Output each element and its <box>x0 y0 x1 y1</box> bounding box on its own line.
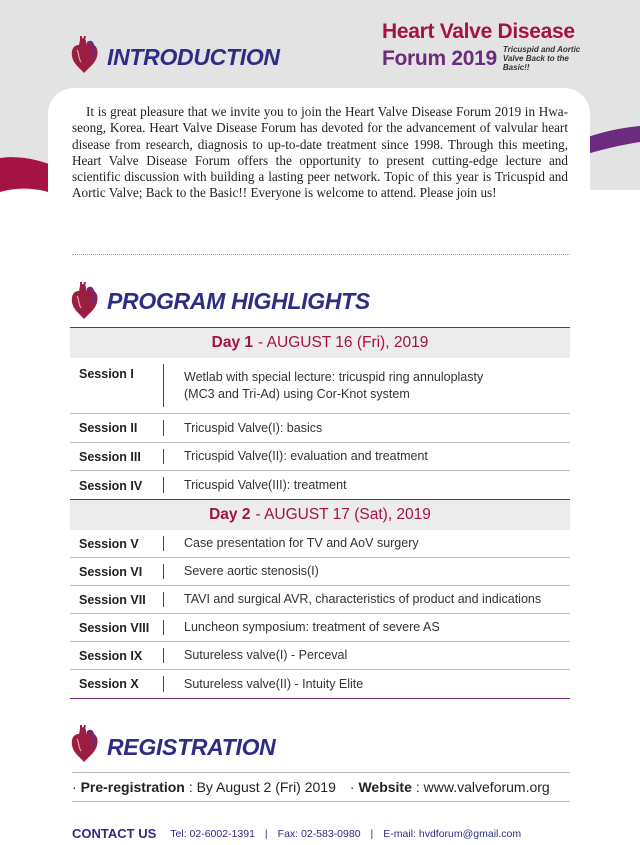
session-separator <box>158 471 172 499</box>
session-description: Tricuspid Valve(III): treatment <box>184 477 347 492</box>
session-row <box>70 414 570 443</box>
session-separator <box>158 670 172 698</box>
session-name: Session III <box>70 443 158 471</box>
session-row <box>70 642 570 670</box>
heart-icon <box>70 725 100 763</box>
contact-fax: Fax: 02-583-0980 <box>277 827 361 840</box>
session-name: Session IV <box>79 478 143 493</box>
session-name: Session X <box>79 677 139 691</box>
session-name: Session I <box>70 358 158 414</box>
day-label: Day 1 <box>211 334 254 351</box>
session-name: Session VI <box>70 558 158 586</box>
heart-icon <box>70 282 100 320</box>
session-desc-line2: (MC3 and Tri-Ad) using Cor-Knot system <box>184 386 410 401</box>
session-description: Luncheon symposium: treatment of severe AS <box>184 620 440 634</box>
program-heading: PROGRAM HIGHLIGHTS <box>107 288 370 314</box>
session-separator <box>158 443 172 470</box>
session-row <box>70 670 570 699</box>
session-separator <box>158 642 172 669</box>
day-header <box>70 327 570 358</box>
tagline-line1: Tricuspid and Aortic <box>502 45 581 54</box>
session-row <box>70 443 570 471</box>
bullet: · <box>349 779 359 795</box>
contact-bar <box>72 826 570 841</box>
forum-title-line2: Forum 2019 <box>382 46 497 70</box>
forum-title-line1: Heart Valve Disease <box>382 20 575 43</box>
contact-tel: Tel: 02-6002-1391 <box>170 827 255 840</box>
forum-title-block <box>382 20 582 72</box>
bullet: · <box>72 779 81 795</box>
registration-heading: REGISTRATION <box>107 734 276 760</box>
session-row <box>70 471 570 499</box>
registration-info <box>72 772 570 802</box>
heart-icon <box>70 36 100 74</box>
session-row <box>70 530 570 558</box>
day-header <box>70 499 570 530</box>
session-separator <box>158 558 172 585</box>
session-description: Severe aortic stenosis(I) <box>184 564 319 578</box>
preregistration-value: : By August 2 (Fri) 2019 <box>188 779 336 795</box>
session-row <box>70 358 570 414</box>
divider <box>72 254 570 255</box>
day-label: Day 2 <box>209 506 251 523</box>
introduction-heading: INTRODUCTION <box>107 44 280 70</box>
contact-label: CONTACT US <box>72 826 157 841</box>
preregistration-item <box>72 779 336 795</box>
introduction-body: It is great pleasure that we invite you to join the Heart Valve Disease Forum 2019 in Hwa-seong, Korea. Heart Valve Disease Forum has devoted for the advancement of valvular heart disease from research, diagnosis to up-to-date treatment since 1998. Through this meeting, Heart Valve Disease Forum offers the opportunity to present cutting-edge lecture and scientific discussion with building a lasting peer network. Topic of this year is Tricuspid and Aortic Valve; Back to the Basic!! Everyone is welcome to attend. Please join us! <box>72 104 568 201</box>
session-description <box>172 369 570 403</box>
session-name: Session II <box>70 414 158 443</box>
day-date: - AUGUST 16 (Fri), 2019 <box>258 334 429 351</box>
session-name: Session VII <box>70 586 158 614</box>
session-description: Sutureless valve(I) - Perceval <box>184 648 348 662</box>
session-name: Session V <box>70 530 158 558</box>
session-description: Tricuspid Valve(I): basics <box>184 420 323 435</box>
session-name: Session VIII <box>70 614 158 642</box>
contact-divider: | <box>370 827 374 840</box>
website-item <box>350 779 550 795</box>
forum-tagline <box>503 45 582 72</box>
session-description: Case presentation for TV and AoV surgery <box>184 536 419 550</box>
contact-email[interactable]: E-mail: hvdforum@gmail.com <box>383 827 522 840</box>
session-description: TAVI and surgical AVR, characteristics of product and indications <box>184 592 542 606</box>
session-name: Session IX <box>70 642 158 670</box>
website-label: Website <box>358 779 412 795</box>
session-separator <box>158 586 172 613</box>
session-separator <box>158 414 172 442</box>
session-desc-line1: Wetlab with special lecture: tricuspid ring annuloplasty <box>184 369 484 384</box>
website-link[interactable]: : www.valveforum.org <box>415 779 550 795</box>
program-table <box>70 327 570 699</box>
preregistration-label: Pre-registration <box>80 779 185 795</box>
session-row <box>70 614 570 642</box>
session-separator <box>158 358 172 413</box>
day-date: - AUGUST 17 (Sat), 2019 <box>255 506 431 523</box>
contact-divider: | <box>264 827 268 840</box>
session-separator <box>158 530 172 557</box>
session-row <box>70 586 570 614</box>
session-description: Sutureless valve(II) - Intuity Elite <box>184 676 364 691</box>
session-description: Tricuspid Valve(II): evaluation and treatment <box>184 449 428 463</box>
session-separator <box>158 614 172 641</box>
tagline-line2: Valve Back to the Basic!! <box>502 54 569 72</box>
session-row <box>70 558 570 586</box>
